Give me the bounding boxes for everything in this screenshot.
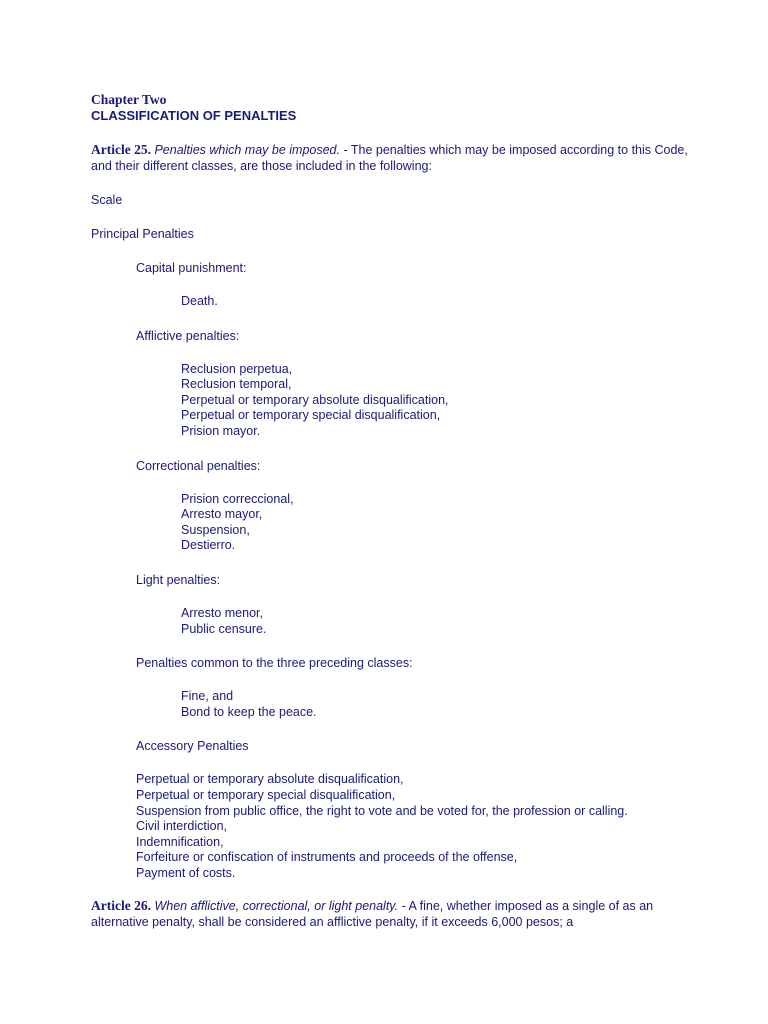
list-item: Suspension from public office, the right to vote and be voted for, the profession or calling. xyxy=(136,803,628,818)
article-25-paragraph xyxy=(91,142,691,174)
chapter-subtitle: CLASSIFICATION OF PENALTIES xyxy=(91,108,297,123)
list-item: Arresto mayor, xyxy=(181,507,263,522)
light-penalties-list xyxy=(91,606,691,637)
correctional-penalties-list xyxy=(91,492,691,554)
article-25-text: - The penalties which may be imposed according to this Code, and their different classes, are those included in the following: xyxy=(91,143,688,173)
list-item: Death. xyxy=(181,294,218,308)
article-25-heading: Penalties which may be imposed. xyxy=(154,143,340,157)
list-item: Perpetual or temporary absolute disqualification, xyxy=(181,392,449,407)
correctional-penalties-label: Correctional penalties: xyxy=(136,458,261,473)
article-26-heading: When afflictive, correctional, or light penalty. xyxy=(154,899,399,914)
list-item: Destierro. xyxy=(181,538,236,553)
list-item: Prision mayor. xyxy=(181,423,261,438)
article-25-number: Article 25. xyxy=(91,142,151,157)
list-item: Civil interdiction, xyxy=(136,819,228,834)
capital-punishment-label: Capital punishment: xyxy=(136,261,247,275)
chapter-title: Chapter Two xyxy=(91,92,167,107)
accessory-penalties-list xyxy=(91,772,691,881)
list-item: Bond to keep the peace. xyxy=(181,704,317,719)
list-item: Arresto menor, xyxy=(181,605,263,620)
list-item: Perpetual or temporary special disqualification, xyxy=(136,787,396,802)
list-item: Forfeiture or confiscation of instruments and proceeds of the offense, xyxy=(136,850,518,865)
list-item: Reclusion perpetua, xyxy=(181,361,293,376)
accessory-penalties-label: Accessory Penalties xyxy=(136,739,249,754)
list-item: Perpetual or temporary special disqualification, xyxy=(181,408,441,423)
common-penalties-list xyxy=(91,689,691,720)
capital-punishment-list xyxy=(91,294,691,310)
afflictive-penalties-label: Afflictive penalties: xyxy=(136,328,240,343)
article-26-text: - A fine, whether imposed as a single of as an alternative penalty, shall be considered an afflictive penalty, if it exceeds 6,000 pesos; a xyxy=(91,899,654,930)
scale-label: Scale xyxy=(91,193,123,207)
list-item: Indemnification, xyxy=(136,834,224,849)
common-penalties-label: Penalties common to the three preceding classes: xyxy=(136,656,413,671)
list-item: Public censure. xyxy=(181,621,267,636)
principal-penalties-label: Principal Penalties xyxy=(91,227,194,241)
document-page xyxy=(91,92,691,930)
list-item: Fine, and xyxy=(181,689,234,704)
list-item: Prision correccional, xyxy=(181,491,294,506)
article-26-paragraph xyxy=(91,898,691,930)
list-item: Reclusion temporal, xyxy=(181,377,292,392)
list-item: Suspension, xyxy=(181,522,250,537)
list-item: Perpetual or temporary absolute disqualification, xyxy=(136,772,404,787)
article-26-number: Article 26. xyxy=(91,898,151,914)
light-penalties-label: Light penalties: xyxy=(136,572,221,587)
list-item: Payment of costs. xyxy=(136,865,236,880)
afflictive-penalties-list xyxy=(91,362,691,440)
